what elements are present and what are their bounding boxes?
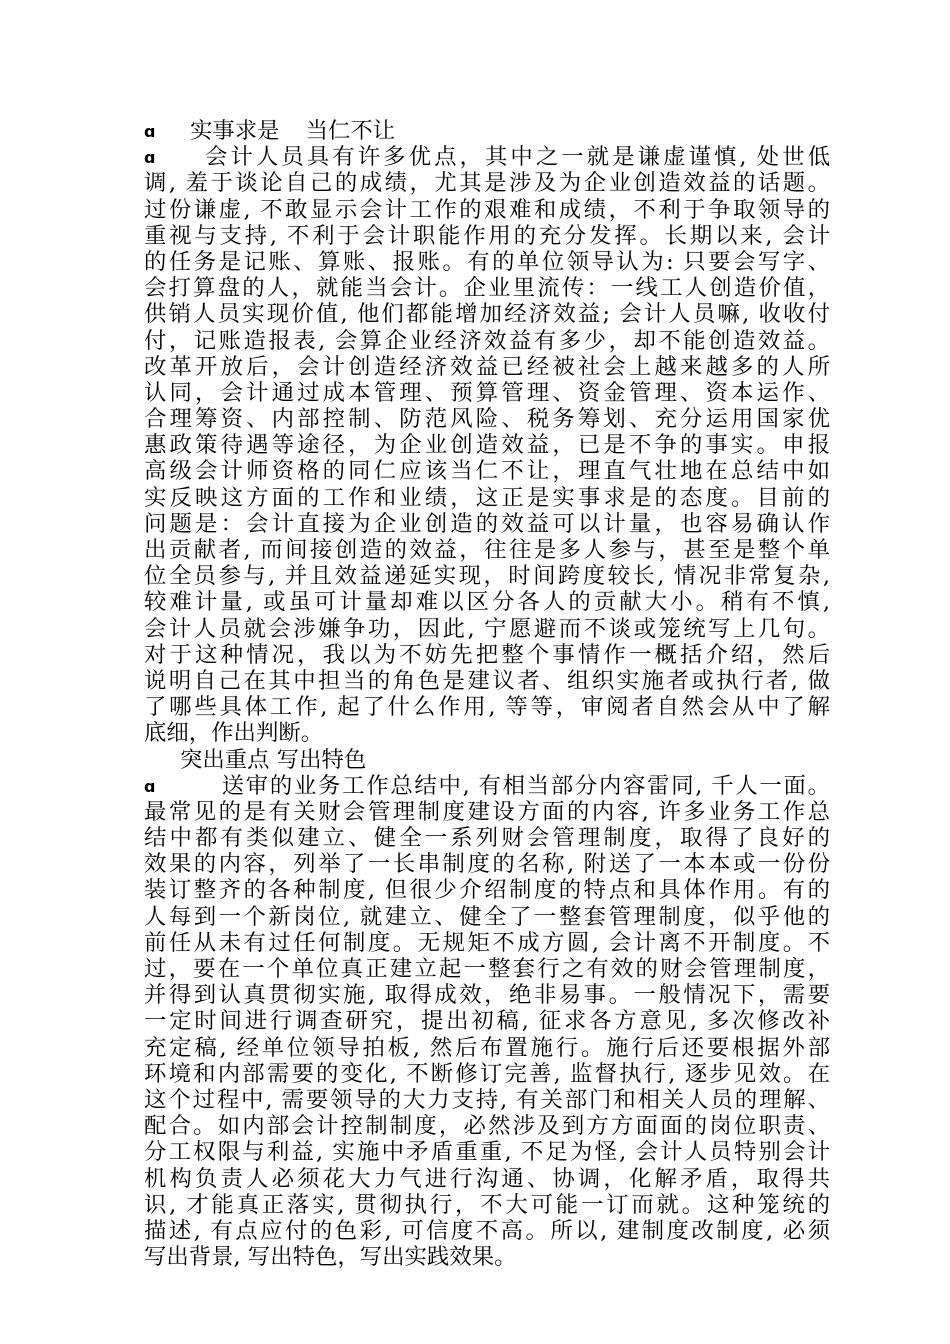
- paragraph-line: ɑ 送审的业务工作总结中, 有相当部分内容雷同, 千人一面。: [144, 772, 830, 799]
- paragraph-line: 分工权限与利益, 实施中矛盾重重, 不足为怪, 会计人员特别会计: [144, 1139, 830, 1166]
- paragraph-line: 调, 羞于谈论自己的成绩，尤其是涉及为企业创造效益的话题。: [144, 170, 830, 197]
- paragraph-line: 了哪些具体工作, 起了什么作用, 等等，审阅者自然会从中了解: [144, 694, 830, 721]
- paragraph-line: 供销人员实现价值, 他们都能增加经济效益; 会计人员嘛, 收收付: [144, 301, 830, 328]
- paragraph-line: 写出背景, 写出特色，写出实践效果。: [144, 1244, 517, 1271]
- paragraph-line: 并得到认真贯彻实施, 取得成效，绝非易事。一般情况下，需要: [144, 982, 830, 1009]
- section-heading-1: [144, 118, 830, 144]
- paragraph-line: 合理筹资、内部控制、防范风险、税务筹划、充分运用国家优: [144, 406, 830, 433]
- paragraph-line: 充定稿, 经单位领导拍板, 然后布置施行。施行后还要根据外部: [144, 1034, 830, 1061]
- paragraph-line: 最常见的是有关财会管理制度建设方面的内容, 许多业务工作总: [144, 798, 830, 825]
- paragraph-line: 会计人员就会涉嫌争功，因此, 宁愿避而不谈或笼统写上几句。: [144, 615, 830, 642]
- paragraph-line: 会打算盘的人，就能当会计。企业里流传：一线工人创造价值，: [144, 275, 830, 302]
- paragraph-line: 底细，作出判断。: [144, 720, 324, 747]
- paragraph-line: 惠政策待遇等途径，为企业创造效益，已是不争的事实。申报: [144, 432, 830, 459]
- paragraph-line: 改革开放后，会计创造经济效益已经被社会上越来越多的人所: [144, 353, 830, 380]
- paragraph-line: 描述, 有点应付的色彩, 可信度不高。所以, 建制度改制度, 必须: [144, 1217, 830, 1244]
- paragraph-line: 位全员参与, 并且效益递延实现，时间跨度较长, 情况非常复杂,: [144, 563, 830, 590]
- paragraph-line: 一定时间进行调查研究，提出初稿, 征求各方意见, 多次修改补: [144, 1008, 830, 1035]
- paragraph-line: 实反映这方面的工作和业绩，这正是实事求是的态度。目前的: [144, 484, 830, 511]
- document-body: [144, 118, 830, 1270]
- paragraph-line: 环境和内部需要的变化, 不断修订完善, 监督执行, 逐步见效。在: [144, 1060, 830, 1087]
- paragraph-line: 对于这种情况，我以为不妨先把整个事情作一概括介绍，然后: [144, 641, 830, 668]
- paragraph-line: 的任务是记账、算账、报账。有的单位领导认为: 只要会写字、: [144, 248, 830, 275]
- paragraph-line: 识, 才能真正落实, 贯彻执行，不大可能一订而就。这种笼统的: [144, 1191, 830, 1218]
- paragraph-line: 认同，会计通过成本管理、预算管理、资金管理、资本运作、: [144, 379, 830, 406]
- heading-1-part-2: 当仁不让: [305, 118, 396, 144]
- heading-1-part-1: 实事求是: [190, 118, 280, 144]
- paragraph-line: 配合。如内部会计控制制度，必然涉及到方方面面的岗位职责、: [144, 1113, 830, 1140]
- paragraph-mark-icon: ɑ: [144, 148, 156, 168]
- paragraph-line: 前任从未有过任何制度。无规矩不成方圆, 会计离不开制度。不: [144, 929, 830, 956]
- paragraph-line: 过，要在一个单位真正建立起一整套行之有效的财会管理制度，: [144, 956, 830, 982]
- paragraph-line: 效果的内容，列举了一长串制度的名称, 附送了一本本或一份份: [144, 851, 830, 878]
- paragraph-line: 高级会计师资格的同仁应该当仁不让，理直气壮地在总结中如: [144, 458, 830, 485]
- paragraph-line: 重视与支持, 不利于会计职能作用的充分发挥。长期以来, 会计: [144, 222, 830, 249]
- paragraph-line: 这个过程中, 需要领导的大力支持, 有关部门和相关人员的理解、: [144, 1086, 830, 1113]
- section-heading-2: 突出重点 写出特色: [180, 746, 367, 773]
- paragraph-line: 人每到一个新岗位, 就建立、健全了一整套管理制度，似乎他的: [144, 903, 830, 930]
- paragraph-line: 结中都有类似建立、健全一系列财会管理制度，取得了良好的: [144, 825, 830, 852]
- paragraph-line: 装订整齐的各种制度, 但很少介绍制度的特点和具体作用。有的: [144, 877, 830, 904]
- paragraph-mark-icon: ɑ: [144, 776, 156, 796]
- paragraph-line: 较难计量, 或虽可计量却难以区分各人的贡献大小。稍有不慎,: [144, 589, 830, 616]
- paragraph-mark-icon: ɑ: [144, 122, 156, 141]
- paragraph-line: ɑ 会计人员具有许多优点，其中之一就是谦虚谨慎, 处世低: [144, 144, 830, 171]
- paragraph-line: 过份谦虚, 不敢显示会计工作的艰难和成绩，不利于争取领导的: [144, 196, 830, 223]
- paragraph-line: 付，记账造报表, 会算企业经济效益有多少，却不能创造效益。: [144, 327, 830, 354]
- paragraph-line: 机构负责人必须花大力气进行沟通、协调，化解矛盾，取得共: [144, 1165, 830, 1192]
- paragraph-line: 出贡献者, 而间接创造的效益，往往是多人参与，甚至是整个单: [144, 537, 830, 563]
- paragraph-line: 说明自己在其中担当的角色是建议者、组织实施者或执行者, 做: [144, 667, 830, 694]
- paragraph-line: 问题是：会计直接为企业创造的效益可以计量，也容易确认作: [144, 510, 830, 537]
